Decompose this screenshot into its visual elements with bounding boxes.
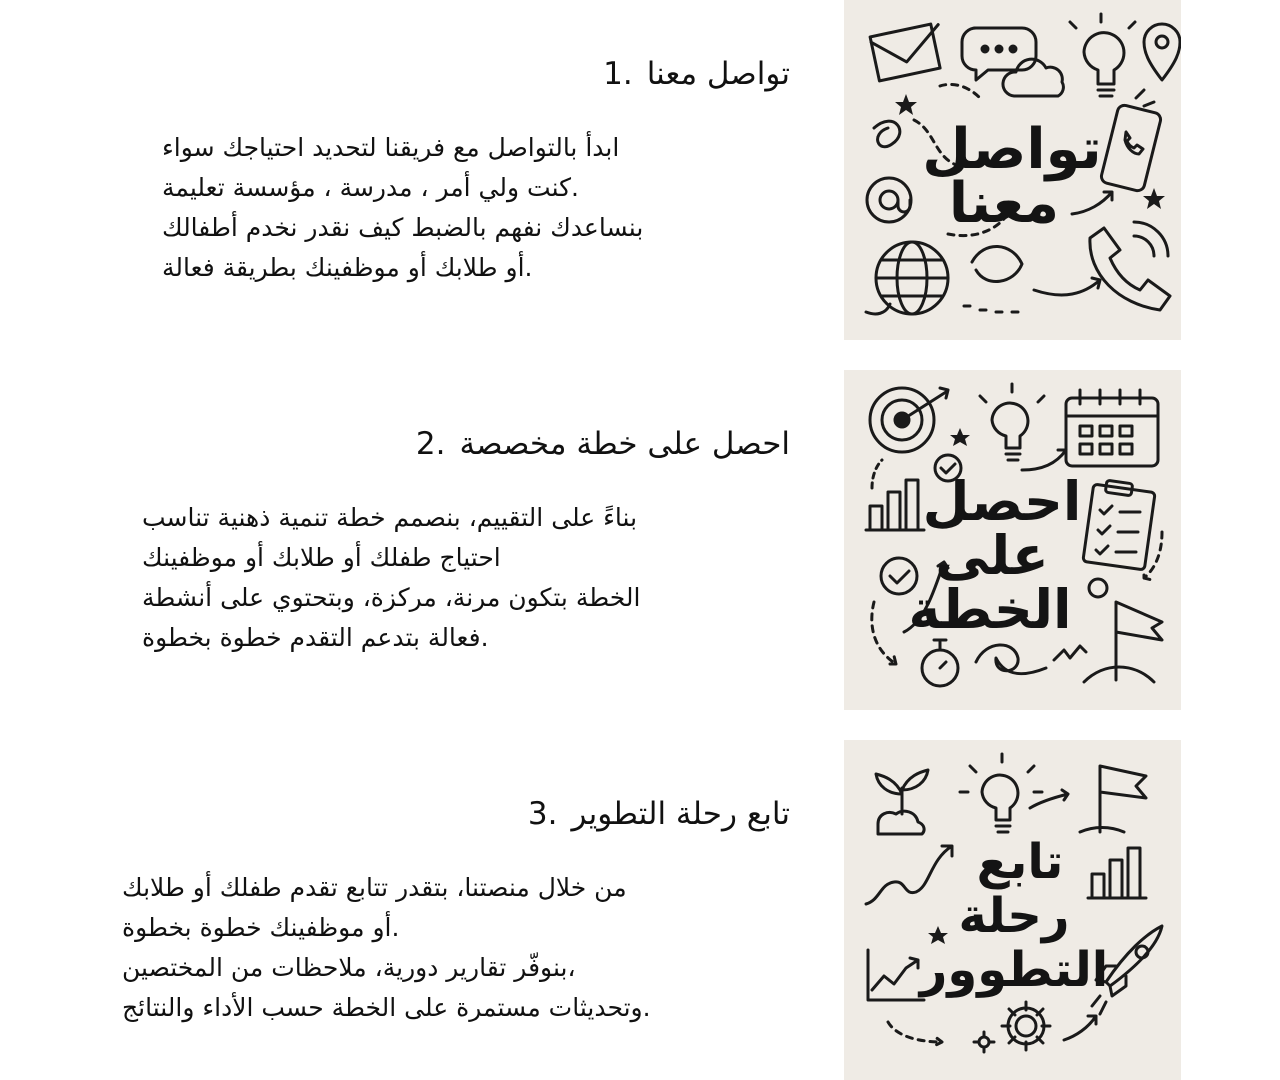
card-title-line: معنا xyxy=(948,171,1060,236)
illustration-card xyxy=(844,370,1181,710)
description-line: بناءً على التقييم، بنصمم خطة تنمية ذهنية تناسب xyxy=(142,503,638,532)
description-line: احتياج طفلك أو طلابك أو موظفينك xyxy=(142,543,501,572)
step-description xyxy=(122,868,802,1028)
calendar-icon xyxy=(1066,390,1158,466)
flag-icon xyxy=(1080,766,1146,832)
description-line: بنوفّر تقارير دورية، ملاحظات من المختصين، xyxy=(122,953,576,982)
target-icon xyxy=(870,388,948,452)
sprout-icon xyxy=(876,770,928,834)
card-title-line: الخطة xyxy=(908,578,1072,641)
card-title-line: احصل xyxy=(922,470,1082,533)
step-title-text: تابع رحلة التطوير xyxy=(571,796,790,832)
step-2 xyxy=(0,370,1280,710)
step-title-text: تواصل معنا xyxy=(646,56,790,92)
lightbulb-icon xyxy=(960,754,1042,832)
location-pin-icon xyxy=(1144,24,1180,80)
card-title-line: تواصل xyxy=(922,117,1102,182)
lightbulb-icon xyxy=(1070,14,1135,96)
card-title-line: تابع xyxy=(976,834,1064,890)
step-number: 2. xyxy=(415,426,446,462)
step-description xyxy=(162,128,802,288)
step-1 xyxy=(0,0,1280,340)
stopwatch-icon xyxy=(922,640,958,686)
step-title xyxy=(603,56,790,92)
envelope-icon xyxy=(870,24,941,81)
at-sign-icon xyxy=(867,178,911,222)
description-line: وتحديثات مستمرة على الخطة حسب الأداء والنتائج. xyxy=(122,993,651,1022)
description-line: أو طلابك أو موظفينك بطريقة فعالة. xyxy=(162,253,533,282)
star-icon xyxy=(950,428,970,446)
description-line: بنساعدك نفهم بالضبط كيف نقدر نخدم أطفالك xyxy=(162,213,644,242)
description-line: الخطة بتكون مرنة، مركزة، وبتحتوي على أنشطة xyxy=(142,583,641,612)
clipboard-checklist-icon xyxy=(1083,480,1155,570)
card-title-line: رحلة xyxy=(958,888,1070,944)
card-title-line: التطوور xyxy=(919,942,1109,998)
illustration-card xyxy=(844,0,1181,340)
description-line: كنت ولي أمر ، مدرسة ، مؤسسة تعليمة. xyxy=(162,173,579,202)
card-title-line: على xyxy=(935,524,1049,587)
step-number: 1. xyxy=(603,56,633,92)
globe-icon xyxy=(876,242,948,314)
description-line: من خلال منصتنا، بتقدر تتابع تقدم طفلك أو طلابك xyxy=(122,873,627,902)
telephone-icon xyxy=(1090,222,1170,310)
step-title-text: احصل على خطة مخصصة xyxy=(459,426,790,462)
description-line: ابدأ بالتواصل مع فريقنا لتحديد احتياجك سواء xyxy=(162,133,620,162)
smartphone-icon xyxy=(1100,104,1162,192)
step-title xyxy=(416,426,790,462)
gear-icon xyxy=(974,1002,1050,1052)
bar-chart-icon xyxy=(1088,848,1146,898)
line-chart-icon xyxy=(868,950,924,1000)
illustration-card xyxy=(844,740,1181,1080)
description-line: أو موظفينك خطوة بخطوة. xyxy=(122,913,400,942)
step-3 xyxy=(0,740,1280,1080)
lightbulb-icon xyxy=(980,384,1044,460)
step-number: 3. xyxy=(527,796,558,832)
bar-chart-icon xyxy=(866,480,924,530)
chat-bubble-icon xyxy=(962,28,1036,80)
step-description xyxy=(142,498,802,658)
description-line: فعالة بتدعم التقدم خطوة بخطوة. xyxy=(142,623,489,652)
flag-icon xyxy=(1084,602,1162,682)
step-title xyxy=(528,796,790,832)
